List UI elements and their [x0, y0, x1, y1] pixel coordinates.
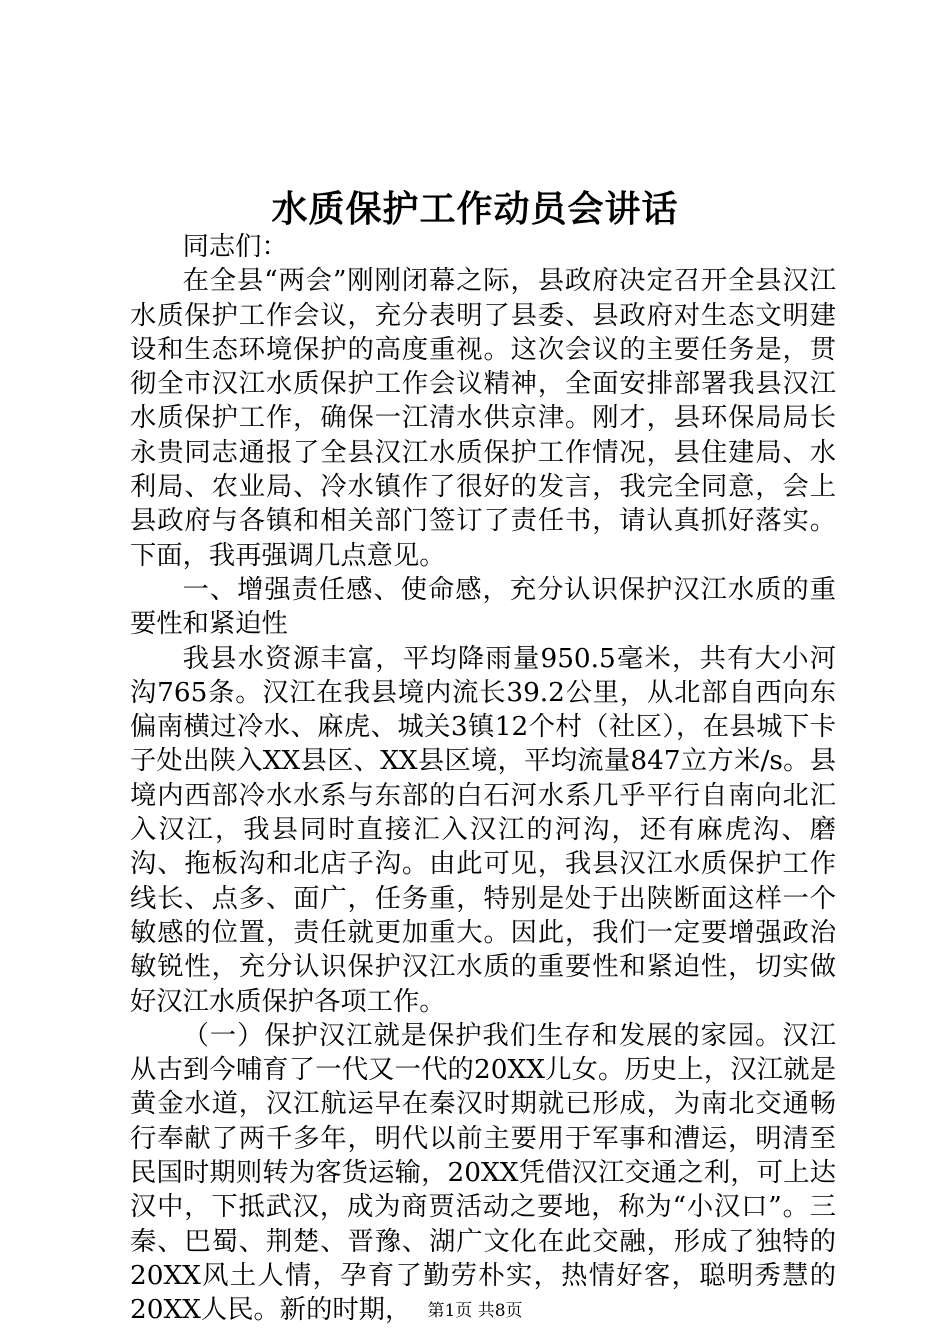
paragraph-subsection-1: （一）保护汉江就是保护我们生存和发展的家园。汉江从古到今哺育了一代又一代的20XX儿女。历史上，汉江就是黄金水道，汉江航运早在秦汉时期就已形成，为南北交通畅行奉献了两千多年，明代以前主要用于军事和漕运，明清至民国时期则转为客货运输，20XX凭借汉江交通之利，可上达汉中，下抵武汉，成为商贾活动之要地，称为“小汉口”。三秦、巴蜀、荆楚、晋豫、湖广文化在此交融，形成了独特的20XX风土人情，孕育了勤劳朴实，热情好客，聪明秀慧的20XX人民。新的时期， — [130, 1020, 836, 1326]
document-body — [130, 230, 836, 1328]
salutation: 同志们： — [182, 232, 288, 262]
page-footer: 第1页 共8页 — [427, 1301, 523, 1321]
section-heading-1: 一、增强责任感、使命感，充分认识保护汉江水质的重要性和紧迫性 — [130, 574, 836, 640]
document-title: 水质保护工作动员会讲话 — [271, 188, 679, 230]
paragraph-water-resources: 我县水资源丰富，平均降雨量950.5毫米，共有大小河沟765条。汉江在我县境内流长39.2公里，从北部自西向东偏南横过冷水、麻虎、城关3镇12个村（社区），在县城下卡子处出陕入XX县区、XX县区境，平均流量847立方米/s。县境内西部冷水水系与东部的白石河水系几乎平行自南向北汇入汉江，我县同时直接汇入汉江的河沟，还有麻虎沟、磨沟、拖板沟和北店子沟。由此可见，我县汉江水质保护工作线长、点多、面广，任务重，特别是处于出陕断面这样一个敏感的位置，责任就更加重大。因此，我们一定要增强政治敏锐性，充分认识保护汉江水质的重要性和紧迫性，切实做好汉江水质保护各项工作。 — [130, 643, 836, 1017]
paragraph-intro: 在全县“两会”刚刚闭幕之际，县政府决定召开全县汉江水质保护工作会议，充分表明了县委、县政府对生态文明建设和生态环境保护的高度重视。这次会议的主要任务是，贯彻全市汉江水质保护工作会议精神，全面安排部署我县汉江水质保护工作，确保一江清水供京津。刚才，县环保局局长永贵同志通报了全县汉江水质保护工作情况，县住建局、水利局、农业局、冷水镇作了很好的发言，我完全同意，会上县政府与各镇和相关部门签订了责任书，请认真抓好落实。下面，我再强调几点意见。 — [130, 266, 836, 571]
